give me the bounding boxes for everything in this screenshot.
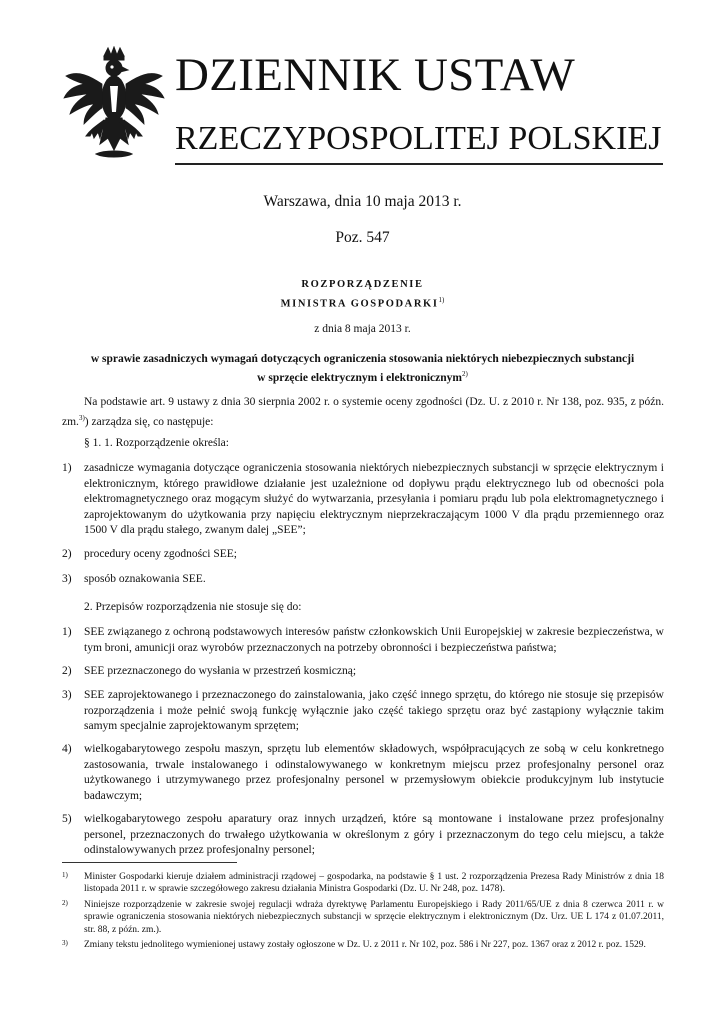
footnote: 1) Minister Gospodarki kieruje działem administracji rządowej – gospodarka, na podstawie § 1 ust. 2 rozporządzenia Prezesa Rady Ministrów z dnia 18 listopada 2011 r. w sprawie szczegółowego zakresu działania Ministra Gospodarki (Dz. U. Nr 248, poz. 1478). — [62, 871, 664, 895]
act-type: ROZPORZĄDZENIE — [301, 279, 424, 290]
footnote: 2) Niniejsze rozporządzenie w zakresie swojej regulacji wdraża dyrektywę Parlamentu Europejskiego i Rady 2011/65/UE z dnia 8 czerwca 2011 r. w sprawie ograniczenia stosowania niektórych niebezpiecznych substancji w sprzęcie elektrycznym i elektronicznym (Dz. Urz. UE L 174 z 01.07.2011, str. 88, z późn. zm.). — [62, 899, 664, 935]
journal-subtitle: RZECZYPOSPOLITEJ POLSKIEJ — [175, 120, 662, 157]
footnote-divider — [62, 862, 237, 863]
list-item: 2) procedury oceny zgodności SEE; — [62, 548, 237, 560]
preamble: Na podstawie art. 9 ustawy z dnia 30 sierpnia 2002 r. o systemie oceny zgodności (Dz. U. z 2010 r. Nr 138, poz. 935, z późn. zm.$^{3)}$) zarządza się, co następuje: — [62, 396, 664, 428]
section1-heading: § 1. 1. Rozporządzenie określa: — [84, 437, 229, 449]
footnote-ref-3: 3) — [78, 413, 85, 422]
position-number: Poz. 547 — [335, 229, 390, 246]
journal-title: DZIENNIK USTAW — [175, 49, 576, 101]
list-item: 5) wielkogabarytowego zespołu aparatury oraz innych urządzeń, które są montowane i instalowane przez profesjonalny personel, przeznaczonych do trwałego użytkowania w określonym z góry i przeznaczonym do tego celu miejscu, a także odinstalowywanych przez profesjonalny personel; — [62, 813, 664, 857]
footnote-ref-1: 1) — [438, 296, 445, 304]
section2-heading: 2. Przepisów rozporządzenia nie stosuje się do: — [84, 601, 302, 613]
list-item: 1) SEE związanego z ochroną podstawowych interesów państw członkowskich Unii Europejskiej w zakresie bezpieczeństwa, w tym broni, amunicji oraz wyrobów przeznaczonych na potrzeby obronności i bezpieczeństwa państwa; — [62, 626, 664, 654]
list-item: 4) wielkogabarytowego zespołu maszyn, sprzętu lub elementów składowych, współpracujących ze sobą w celu konkretnego zastosowania, trwale instalowanego i odinstalowywanego w konkretnym miejscu przez profesjonalny personel oraz użytkowanego i utrzymywanego przez profesjonalny personel w przemysłowym obiekcie produkcyjnym lub instytucie badawczym; — [62, 743, 664, 802]
list-item: 2) SEE przeznaczonego do wysłania w przestrzeń kosmiczną; — [62, 665, 357, 677]
polish-eagle-emblem-icon — [60, 46, 168, 170]
footnote: 3) Zmiany tekstu jednolitego wymienionej ustawy zostały ogłoszone w Dz. U. z 2011 r. Nr 102, poz. 586 i Nr 227, poz. 1367 oraz z 2012 r. poz. 1529. — [62, 939, 646, 950]
list-item: 3) SEE zaprojektowanego i przeznaczonego do zainstalowania, jako część innego sprzętu, do którego nie stosuje się przepisów rozporządzenia i może pełnić swoją funkcję wyłącznie jako część takiego sprzętu oraz być zastąpiony wyłącznie takim samym specjalnie zaprojektowanym sprzętem; — [62, 689, 664, 733]
act-subject: w sprawie zasadniczych wymagań dotyczących ograniczenia stosowania niektórych niebezpiecznych substancji w sprzęcie elektrycznym i elektronicznym$^{2)}$ — [90, 353, 635, 384]
list-item: 3) sposób oznakowania SEE. — [62, 573, 206, 585]
list-item: 1) zasadnicze wymagania dotyczące ograniczenia stosowania niektórych niebezpiecznych substancji w sprzęcie elektrycznym i elektronicznym, którego prawidłowe działanie jest uzależnione od dopływu prądu elektrycznego lub od obecności pola elektromagnetycznego oraz mogącym służyć do wytwarzania, przesyłania i pomiaru prądu lub pola elektromagnetycznego i zaprojektowanym do użytkowania przy napięciu elektrycznym nieprzekraczającym 1000 V dla prądu przemiennego oraz 1500 V dla prądu stałego, zwanym dalej „SEE”; — [62, 462, 664, 537]
dateline: Warszawa, dnia 10 maja 2013 r. — [263, 193, 462, 210]
footnote-ref-2: 2) — [461, 370, 468, 378]
act-date: z dnia 8 maja 2013 r. — [314, 323, 411, 335]
act-issuer: MINISTRA GOSPODARKI$^{1)}$ — [280, 296, 445, 310]
masthead-divider — [175, 163, 663, 165]
